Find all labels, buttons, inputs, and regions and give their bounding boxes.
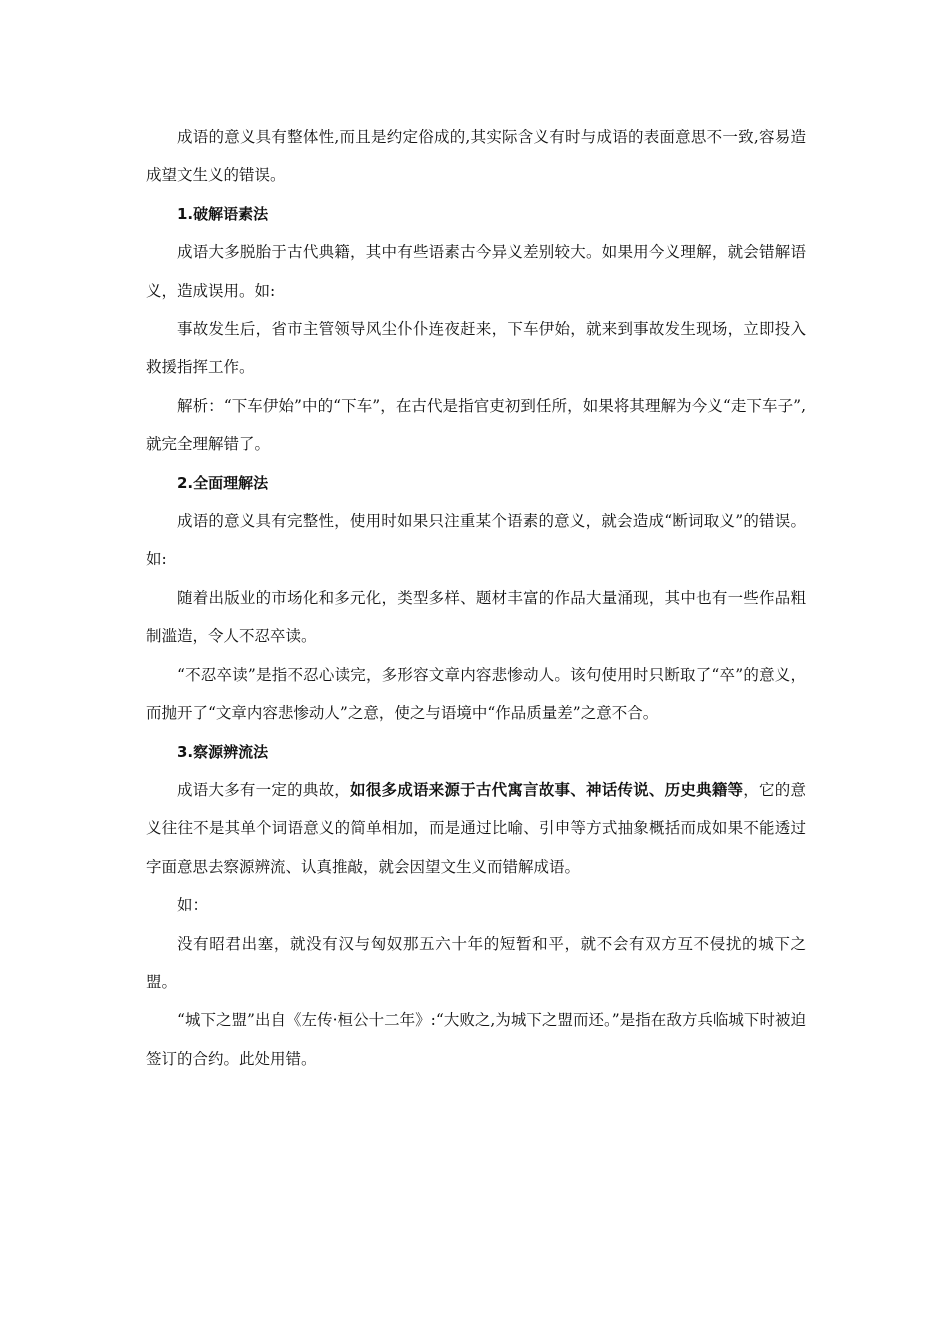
analysis-paragraph: “不忍卒读”是指不忍心读完，多形容文章内容悲惨动人。该句使用时只断取了“卒”的意义，而抛开了“文章内容悲惨动人”之意，使之与语境中“作品质量差”之意不合。 (146, 665, 806, 723)
bold-emphasis: 如很多成语来源于古代寓言故事、神话传说、历史典籍等 (350, 779, 744, 799)
example-sentence: 随着出版业的市场化和多元化，类型多样、题材丰富的作品大量涌现，其中也有一些作品粗制滥造，令人不忍卒读。 (146, 588, 806, 646)
analysis-paragraph: “城下之盟”出自《左传·桓公十二年》:“大败之,为城下之盟而还。”是指在敌方兵临城下时被迫签订的合约。此处用错。 (146, 1011, 806, 1068)
intro-paragraph: 成语的意义具有整体性,而且是约定俗成的,其实际含义有时与成语的表面意思不一致,容易造成望文生义的错误。 (146, 128, 806, 185)
example-sentence: 没有昭君出塞，就没有汉与匈奴那五六十年的短暂和平，就不会有双方互不侵扰的城下之盟。 (146, 934, 806, 991)
example-lead: 如： (177, 896, 209, 915)
analysis-paragraph: 解析：“下车伊始”中的“下车”，在古代是指官吏初到任所，如果将其理解为今义“走下车子”,就完全理解错了。 (146, 396, 806, 454)
paragraph (146, 771, 806, 886)
section-heading-1: 1.破解语素法 (177, 204, 269, 223)
document-body (146, 118, 806, 1078)
paragraph: 成语的意义具有完整性，使用时如果只注重某个语素的意义，就会造成“断词取义”的错误。如: (146, 512, 806, 569)
paragraph-text: 成语大多有一定的典故， (177, 780, 351, 799)
section-heading-3: 3.察源辨流法 (177, 742, 269, 761)
example-sentence: 事故发生后，省市主管领导风尘仆仆连夜赶来，下车伊始，就来到事故发生现场，立即投入救援指挥工作。 (146, 320, 806, 377)
paragraph: 成语大多脱胎于古代典籍，其中有些语素古今异义差别较大。如果用今义理解，就会错解语义，造成误用。如: (146, 243, 806, 300)
section-heading-2: 2.全面理解法 (177, 473, 269, 492)
paragraph-text: ，它的意义往往不是其单个词语意义的简单相加，而是通过比喻、引申等方式抽象概括而成如果不能透过字面意思去察源辨流、认真推敲，就会因望文生义而错解成语。 (146, 780, 806, 876)
